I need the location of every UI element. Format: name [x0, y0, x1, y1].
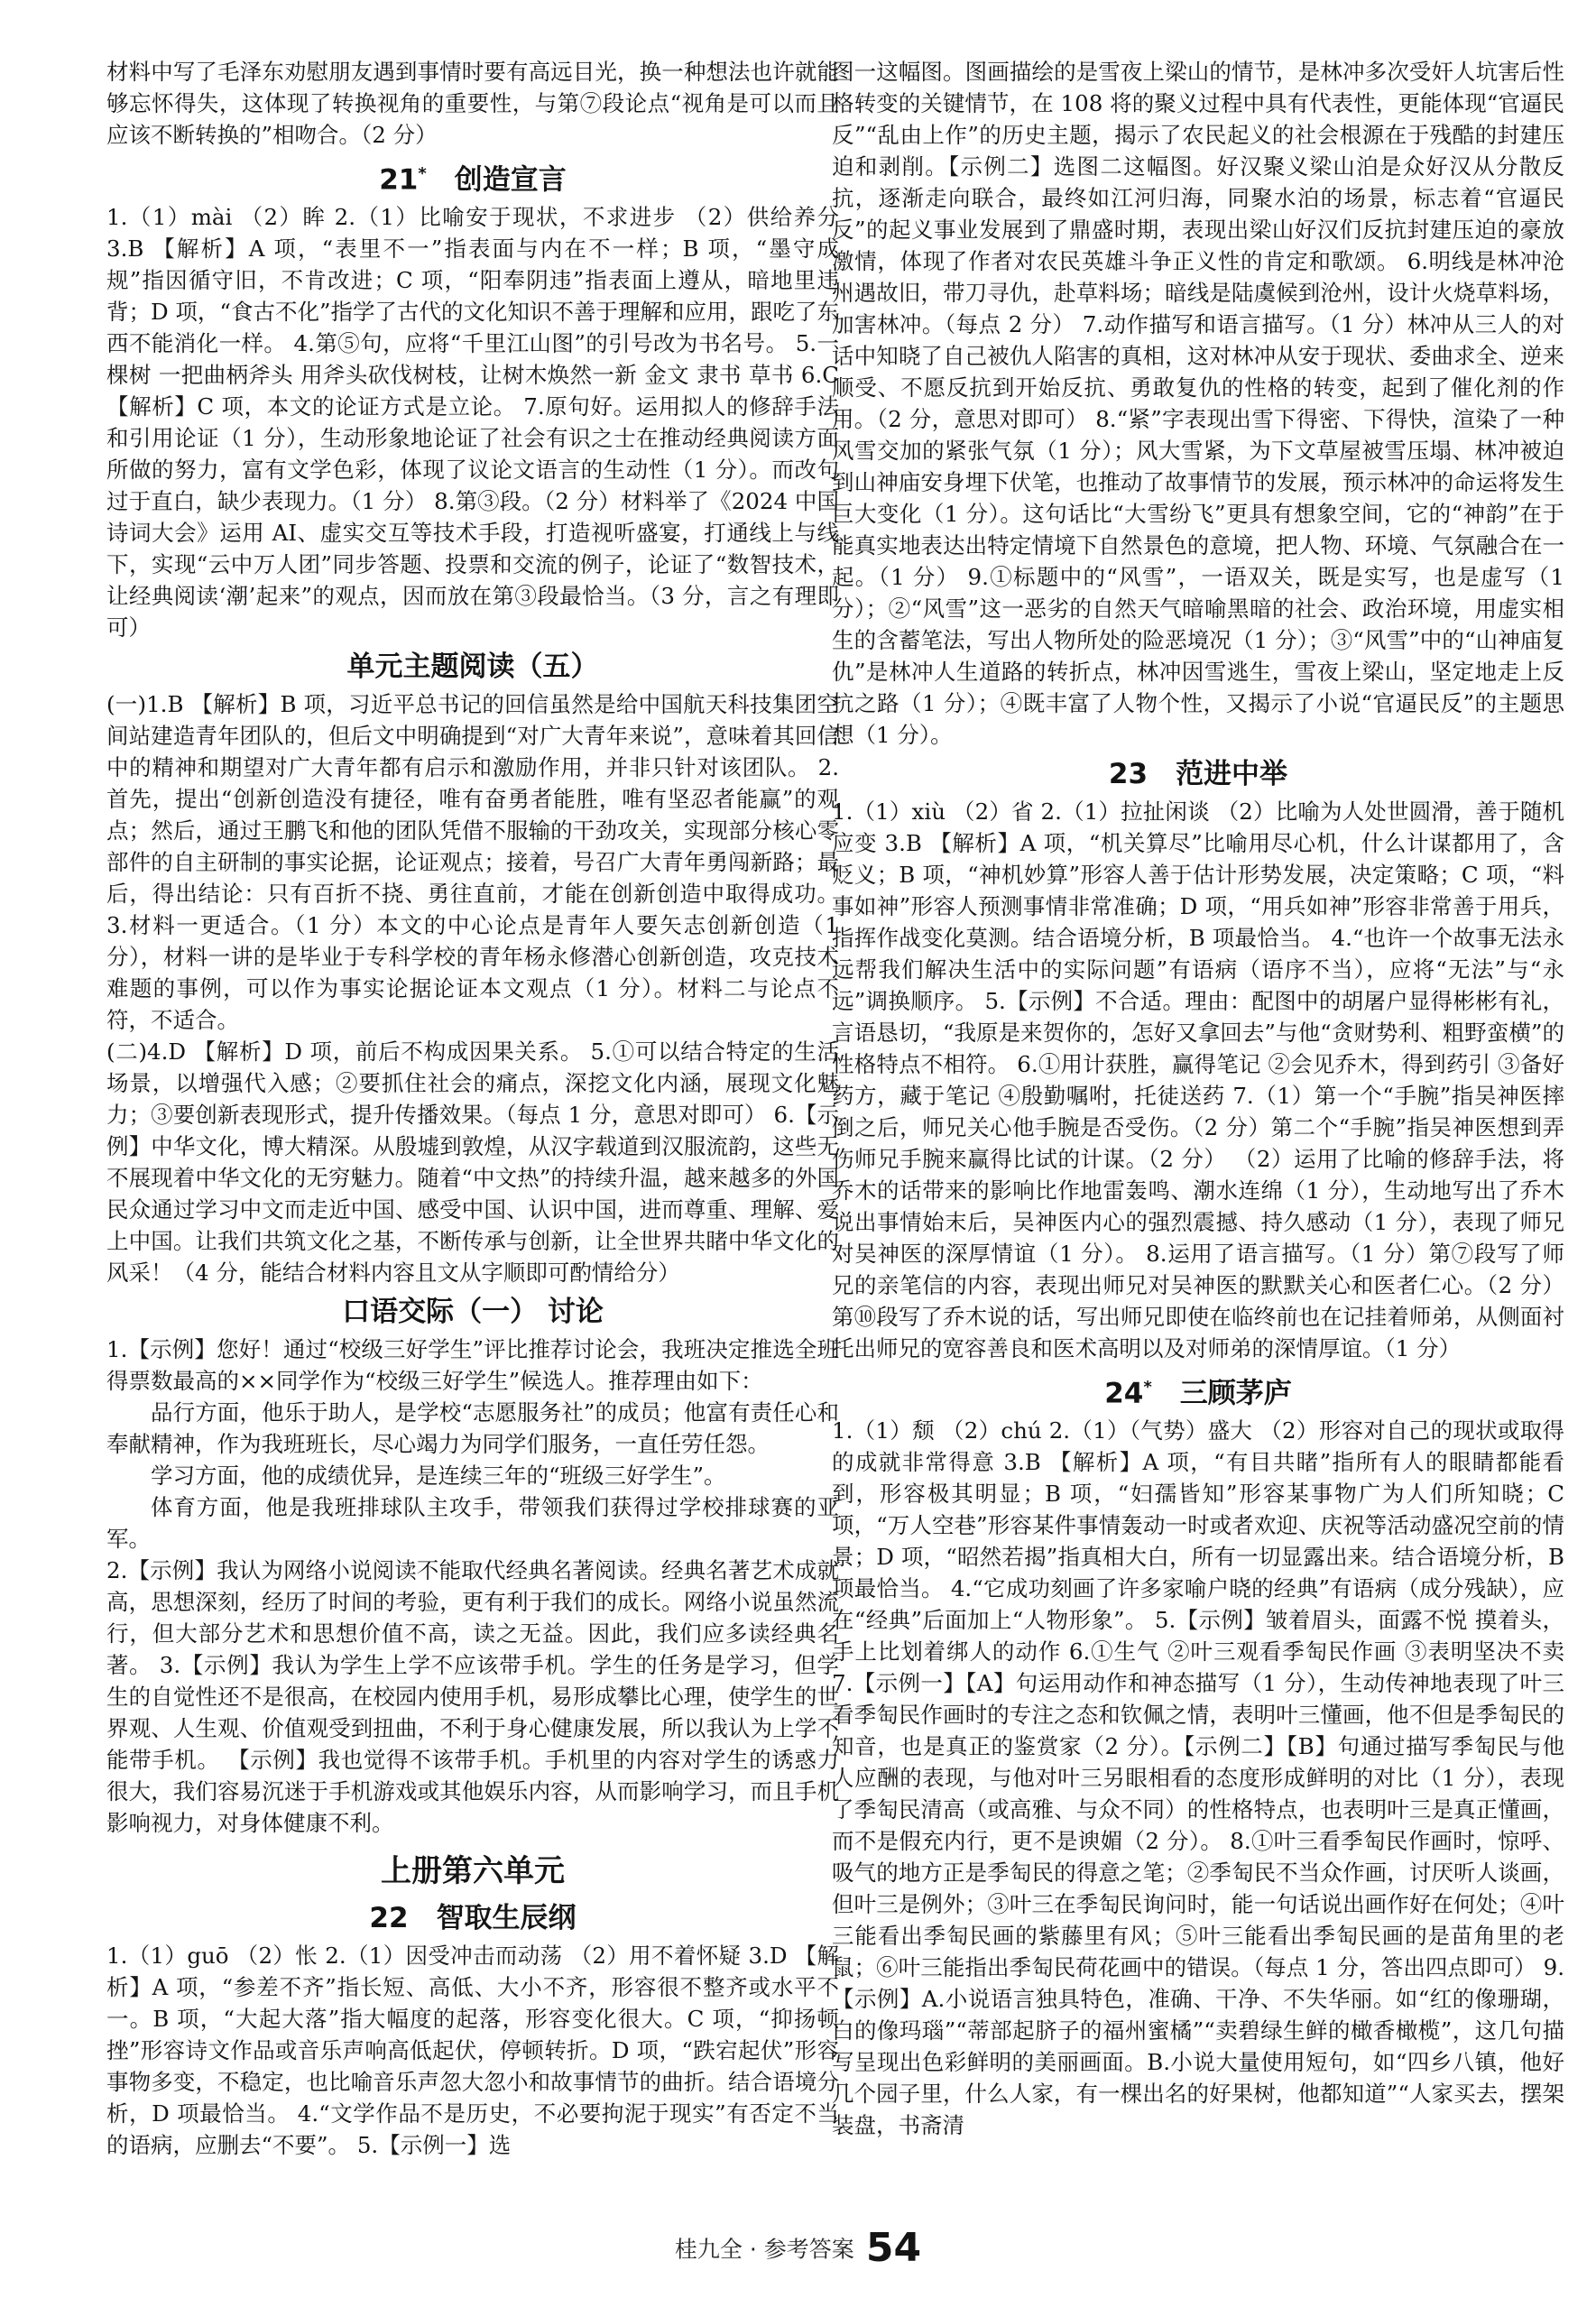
section-heading	[106, 645, 839, 688]
section-title: 范进中举	[1176, 758, 1288, 790]
section-title: 创造宣言	[454, 163, 567, 197]
section-mark: *	[418, 164, 427, 183]
left-column	[106, 56, 839, 2161]
section-number: 21	[379, 163, 419, 197]
section-number: 23	[1108, 758, 1149, 790]
answer-paragraph: 1.【示例】您好！通过“校级三好学生”评比推荐讨论会，我班决定推选全班得票数最高的××同学作为“校级三好学生”候选人。推荐理由如下：	[106, 1336, 839, 1395]
right-column	[832, 56, 1564, 2141]
section-title: 三顾茅庐	[1179, 1377, 1292, 1410]
answer-paragraph: (二)4.D 【解析】D 项，前后不构成因果关系。 5.①可以结合特定的生活场景，以增强代入感；②要抓住社会的痛点，深挖文化内涵，展现文化魅力；③要创新表现形式，提升传播效果。（每点 1 分，意思对即可） 6.【示例】中华文化，博大精深。从殷墟到敦煌，从汉字载道到汉服流韵，这些无不展现着中华文化的无穷魅力。随着“中文热”的持续升温，越来越多的外国民众通过学习中文而走近中国、感受中国、认识中国，进而尊重、理解、爱上中国。让我们共筑文化之基，不断传承与创新，让全世界共睹中华文化的风采！（4 分，能结合材料内容且文从字顺即可酌情给分）	[106, 1038, 839, 1287]
answer-paragraph: 图一这幅图。图画描绘的是雪夜上梁山的情节，是林冲多次受奸人坑害后性格转变的关键情节，在 108 将的聚义过程中具有代表性，更能体现“官逼民反”“乱由上作”的历史主题，揭示了农民起义的社会根源在于残酷的封建压迫和剥削。【示例二】选图二这幅图。好汉聚义梁山泊是众好汉从分散反抗，逐渐走向联合，最终如江河归海，同聚水泊的场景，标志着“官逼民反”的起义事业发展到了鼎盛时期，表现出梁山好汉们反抗封建压迫的豪放激情，体现了作者对农民英雄斗争正义性的肯定和歌颂。 6.明线是林冲沧州遇故旧，带刀寻仇，赴草料场；暗线是陆虞候到沧州，设计火烧草料场，加害林冲。（每点 2 分） 7.动作描写和语言描写。（1 分）林冲从三人的对话中知晓了自己被仇人陷害的真相，这对林冲从安于现状、委曲求全、逆来顺受、不愿反抗到开始反抗、勇敢复仇的性格的转变，起到了催化剂的作用。（2 分，意思对即可） 8.“紧”字表现出雪下得密、下得快，渲染了一种风雪交加的紧张气氛（1 分）；风大雪紧，为下文草屋被雪压塌、林冲被迫到山神庙安身埋下伏笔，也推动了故事情节的发展，预示林冲的命运将发生巨大变化（1 分）。这句话比“大雪纷飞”更具有想象空间，它的“神韵”在于能真实地表达出特定情境下自然景色的意境，把人物、环境、气氛融合在一起。（1 分） 9.①标题中的“风雪”，一语双关，既是实写，也是虚写（1 分）；②“风雪”这一恶劣的自然天气暗喻黑暗的社会、政治环境，用虚实相生的含蓄笔法，写出人物所处的险恶境况（1 分）；③“风雪”中的“山神庙复仇”是林冲人生道路的转折点，林冲因雪逃生，雪夜上梁山，坚定地走上反抗之路（1 分）；④既丰富了人物个性，又揭示了小说“官逼民反”的主题思想（1 分）。	[832, 59, 1564, 748]
section-title: 单元主题阅读（五）	[346, 651, 599, 684]
section-mark: *	[1143, 1378, 1152, 1397]
page-footer	[0, 2225, 1596, 2271]
answer-paragraph: 体育方面，他是我班排球队主攻手，带领我们获得过学校排球赛的亚军。	[106, 1494, 839, 1553]
answer-paragraph: 2.【示例】我认为网络小说阅读不能取代经典名著阅读。经典名著艺术成就高，思想深刻，经历了时间的考验，更有利于我们的成长。网络小说虽然流行，但大部分艺术和思想价值不高，读之无益。因此，我们应多读经典名著。 3.【示例】我认为学生上学不应该带手机。学生的任务是学习，但学生的自觉性还不是很高，在校园内使用手机，易形成攀比心理，使学生的世界观、人生观、价值观受到扭曲，不利于身心健康发展，所以我认为上学不能带手机。 【示例】我也觉得不该带手机。手机里的内容对学生的诱惑力很大，我们容易沉迷于手机游戏或其他娱乐内容，从而影响学习，而且手机影响视力，对身体健康不利。	[106, 1557, 839, 1837]
answer-paragraph: 1.（1）颓 （2）chú 2.（1）（气势）盛大 （2）形容对自己的现状或取得的成就非常得意 3.B 【解析】A 项，“有目共睹”指所有人的眼睛都能看到，形容极其明显；B 项，“妇孺皆知”形容某事物广为人们所知晓；C 项，“万人空巷”形容某件事情轰动一时或者欢迎、庆祝等活动盛况空前的情景；D 项，“昭然若揭”指真相大白，所有一切显露出来。结合语境分析，B 项最恰当。 4.“它成功刻画了许多家喻户晓的经典”有语病（成分残缺），应在“经典”后面加上“人物形象”。 5.【示例】皱着眉头，面露不悦 摸着头，手上比划着绑人的动作 6.①生气 ②叶三观看季匋民作画 ③表明坚决不卖 7.【示例一】【A】句运用动作和神态描写（1 分），生动传神地表现了叶三看季匋民作画时的专注之态和钦佩之情，表明叶三懂画，他不但是季匋民的知音，也是真正的鉴赏家（2 分）。【示例二】【B】句通过描写季匋民与他人应酬的表现，与他对叶三另眼相看的态度形成鲜明的对比（1 分），表现了季匋民清高（或高雅、与众不同）的性格特点，也表明叶三是真正懂画，而不是假充内行，更不是谀媚（2 分）。 8.①叶三看季匋民作画时，惊呼、吸气的地方正是季匋民的得意之笔；②季匋民不当众作画，讨厌听人谈画，但叶三是例外；③叶三在季匋民询问时，能一句话说出画作好在何处；④叶三能看出季匋民画的紫藤里有风；⑤叶三能看出季匋民画的是苗角里的老鼠；⑥叶三能指出季匋民荷花画中的错误。（每点 1 分，答出四点即可） 9.【示例】A.小说语言独具特色，准确、干净、不失华丽。如“红的像珊瑚，白的像玛瑙”“蒂部起脐子的福州蜜橘”“卖碧绿生鲜的橄香橄榄”，这几句描写呈现出色彩鲜明的美丽画面。B.小说大量使用短句，如“四乡八镇，他好几个园子里，什么人家，有一棵出名的好果树，他都知道”“人家买去，摆架装盘，书斋清	[832, 1417, 1564, 2139]
section-number: 22	[369, 1902, 409, 1935]
answer-paragraph: 学习方面，他的成绩优异，是连续三年的“班级三好学生”。	[151, 1463, 726, 1490]
section-number: 24	[1104, 1377, 1144, 1410]
page-number: 54	[865, 2225, 922, 2271]
answer-paragraph: (一)1.B 【解析】B 项，习近平总书记的回信虽然是给中国航天科技集团空间站建造青年团队的，但后文中明确提到“对广大青年来说”，意味着其回信中的精神和期望对广大青年都有启示和激励作用，并非只针对该团队。 2.首先，提出“创新创造没有捷径，唯有奋勇者能胜，唯有坚忍者能赢”的观点；然后，通过王鹏飞和他的团队凭借不服输的干劲攻关，实现部分核心零部件的自主研制的事实论据，论证观点；接着，号召广大青年勇闯新路；最后，得出结论：只有百折不挠、勇往直前，才能在创新创造中取得成功。 3.材料一更适合。（1 分）本文的中心论点是青年人要矢志创新创造（1 分），材料一讲的是毕业于专科学校的青年杨永修潜心创新创造，攻克技术难题的事例，可以作为事实论据论证本文观点（1 分）。材料二与论点不符，不适合。	[106, 691, 839, 1034]
answer-paragraph: 材料中写了毛泽东劝慰朋友遇到事情时要有高远目光，换一种想法也许就能够忘怀得失，这体现了转换视角的重要性，与第⑦段论点“视角是可以而且应该不断转换的”相吻合。（2 分）	[106, 59, 839, 148]
answer-paragraph: 1.（1）xiù （2）省 2.（1）拉扯闲谈 （2）比喻为人处世圆滑，善于随机应变 3.B 【解析】A 项，“机关算尽”比喻用尽心机，什么计谋都用了，含贬义；B 项，“神机妙算”形容人善于估计形势发展，决定策略；C 项，“料事如神”形容人预测事情非常准确；D 项，“用兵如神”形容非常善于用兵，指挥作战变化莫测。结合语境分析，B 项最恰当。 4.“也许一个故事无法永远帮我们解决生活中的实际问题”有语病（语序不当），应将“无法”与“永远”调换顺序。 5.【示例】不合适。理由：配图中的胡屠户显得彬彬有礼，言语恳切，“我原是来贺你的，怎好又拿回去”与他“贪财势利、粗野蛮横”的性格特点不相符。 6.①用计获胜，赢得笔记 ②会见乔木，得到药引 ③备好药方，藏于笔记 ④殷勤嘱咐，托徒送药 7.（1）第一个“手腕”指吴神医摔倒之后，师兄关心他手腕是否受伤。（2 分）第二个“手腕”指吴神医想到弄伤师兄手腕来赢得比试的计谋。（2 分） （2）运用了比喻的修辞手法，将乔木的话带来的影响比作地雷轰鸣、潮水连绵（1 分），生动地写出了乔木说出事情始末后，吴神医内心的强烈震撼、持久感动（1 分），表现了师兄对吴神医的深厚情谊（1 分）。 8.运用了语言描写。（1 分）第⑦段写了师兄的亲笔信的内容，表现出师兄对吴神医的默默关心和医者仁心。（2 分）第⑩段写了乔木说的话，写出师兄即使在临终前也在记挂着师弟，从侧面衬托出师兄的宽容善良和医术高明以及对师弟的深情厚谊。（1 分）	[832, 798, 1564, 1361]
section-heading	[106, 1290, 839, 1334]
section-title: 口语交际（一） 讨论	[342, 1296, 604, 1329]
section-heading	[106, 152, 839, 201]
footer-book-label: 桂九全 · 参考答案	[674, 2236, 854, 2263]
answer-paragraph: 1.（1）guō （2）怅 2.（1）因受冲击而动荡 （2）用不着怀疑 3.D 【解析】A 项，“参差不齐”指长短、高低、大小不齐，形容很不整齐或水平不一。B 项，“大起大落”指大幅度的起落，形容变化很大。C 项，“抑扬顿挫”形容诗文作品或音乐声响高低起伏，停顿转折。D 项，“跌宕起伏”形容事物多变，不稳定，也比喻音乐声忽大忽小和故事情节的曲折。结合语境分析，D 项最恰当。 4.“文学作品不是历史，不必要拘泥于现实”有否定不当的语病，应删去“不要”。 5.【示例一】选	[106, 1943, 839, 2159]
unit-heading: 上册第六单元	[381, 1853, 565, 1890]
section-heading	[832, 752, 1564, 796]
answer-paragraph: 品行方面，他乐于助人，是学校“志愿服务社”的成员；他富有责任心和奉献精神，作为我班班长，尽心竭力为同学们服务，一直任劳任怨。	[106, 1399, 839, 1458]
section-heading	[106, 1897, 839, 1940]
answer-paragraph: 1.（1）mài （2）眸 2.（1）比喻安于现状，不求进步 （2）供给养分 3.B 【解析】A 项，“表里不一”指表面与内在不一样；B 项，“墨守成规”指因循守旧，不肯改进；C 项，“阳奉阴违”指表面上遵从，暗地里违背；D 项，“食古不化”指学了古代的文化知识不善于理解和应用，跟吃了东西不能消化一样。 4.第⑤句，应将“千里江山图”的引号改为书名号。 5.一棵树 一把曲柄斧头 用斧头砍伐树枝，让树木焕然一新 金文 隶书 草书 6.C 【解析】C 项，本文的论证方式是立论。 7.原句好。运用拟人的修辞手法和引用论证（1 分），生动形象地论证了社会有识之士在推动经典阅读方面所做的努力，富有文学色彩，体现了议论文语言的生动性（1 分）。而改句过于直白，缺少表现力。（1 分） 8.第③段。（2 分）材料举了《2024 中国诗词大会》运用 AI、虚实交互等技术手段，打造视听盛宴，打通线上与线下，实现“云中万人团”同步答题、投票和交流的例子，论证了“数智技术，让经典阅读‘潮’起来”的观点，因而放在第③段最恰当。（3 分，言之有理即可）	[106, 204, 839, 641]
section-heading	[832, 1366, 1564, 1415]
section-title: 智取生辰纲	[436, 1902, 577, 1935]
